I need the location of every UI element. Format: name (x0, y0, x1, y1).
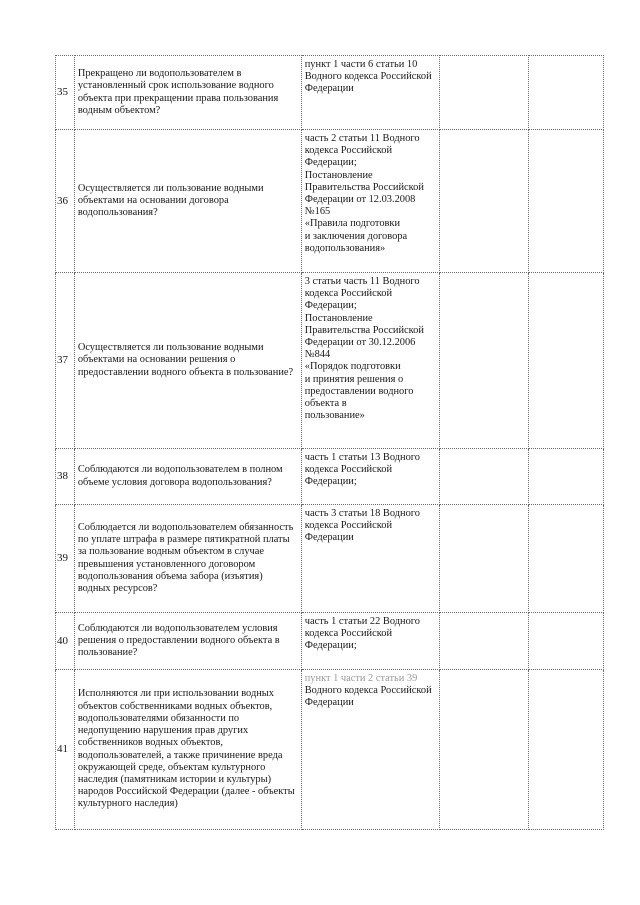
row-reference: пункт 1 части 2 статьи 39 Водного кодекса Российской Федерации (301, 670, 439, 830)
row-number: 41 (56, 670, 75, 830)
row-note-cell (528, 449, 603, 505)
row-answer-cell (439, 56, 528, 130)
row-reference: 3 статьи часть 11 Водного кодекса Российской Федерации; Постановление Правительства Российской Федерации от 30.12.2006 №844 «Порядок подготовки и принятия решения о предоставлении водного объекта в пользование» (301, 273, 439, 449)
checklist-table (55, 55, 604, 830)
row-reference: часть 1 статьи 22 Водного кодекса Российской Федерации; (301, 613, 439, 670)
row-reference: пункт 1 части 6 статьи 10 Водного кодекса Российской Федерации (301, 56, 439, 130)
row-number: 40 (56, 613, 75, 670)
table-row (56, 56, 604, 130)
row-question: Соблюдаются ли водопользователем в полном объеме условия договора водопользования? (74, 449, 301, 505)
row-answer-cell (439, 613, 528, 670)
row-answer-cell (439, 449, 528, 505)
row-note-cell (528, 273, 603, 449)
row-reference: часть 1 статьи 13 Водного кодекса Российской Федерации; (301, 449, 439, 505)
row-question: Прекращено ли водопользователем в установленный срок использование водного объекта при прекращении права пользования водным объектом? (74, 56, 301, 130)
table-row (56, 130, 604, 273)
row-number: 38 (56, 449, 75, 505)
row-note-cell (528, 670, 603, 830)
row-reference: часть 3 статьи 18 Водного кодекса Российской Федерации (301, 505, 439, 613)
row-note-cell (528, 130, 603, 273)
row-question: Осуществляется ли пользование водными объектами на основании решения о предоставлении водного объекта в пользование? (74, 273, 301, 449)
row-note-cell (528, 505, 603, 613)
row-number: 35 (56, 56, 75, 130)
row-number: 39 (56, 505, 75, 613)
table-row (56, 449, 604, 505)
row-answer-cell (439, 130, 528, 273)
table-row (56, 505, 604, 613)
row-note-cell (528, 56, 603, 130)
row-answer-cell (439, 505, 528, 613)
row-answer-cell (439, 670, 528, 830)
row-question: Исполняются ли при использовании водных объектов собственниками водных объектов, водопользователями обязанности по недопущению нарушения прав других собственников водных объектов, водопользователей, а также причинение вреда окружающей среде, объектам культурного наследия (памятникам истории и культуры) народов Российской Федерации (далее - объекты культурного наследия) (74, 670, 301, 830)
row-note-cell (528, 613, 603, 670)
row-question: Соблюдается ли водопользователем обязанность по уплате штрафа в размере пятикратной платы за пользование водным объектом в случае превышения установленного договором водопользования объема забора (изъятия) водных ресурсов? (74, 505, 301, 613)
row-answer-cell (439, 273, 528, 449)
row-question: Осуществляется ли пользование водными объектами на основании договора водопользования? (74, 130, 301, 273)
table-row (56, 273, 604, 449)
table-row (56, 613, 604, 670)
row-reference: часть 2 статьи 11 Водного кодекса Российской Федерации; Постановление Правительства Российской Федерации от 12.03.2008 №165 «Правила подготовки и заключения договора водопользования» (301, 130, 439, 273)
table-row (56, 670, 604, 830)
row-question: Соблюдаются ли водопользователем условия решения о предоставлении водного объекта в пользование? (74, 613, 301, 670)
row-number: 37 (56, 273, 75, 449)
row-reference-faded: пункт 1 части 2 статьи 39 (304, 673, 418, 684)
row-number: 36 (56, 130, 75, 273)
